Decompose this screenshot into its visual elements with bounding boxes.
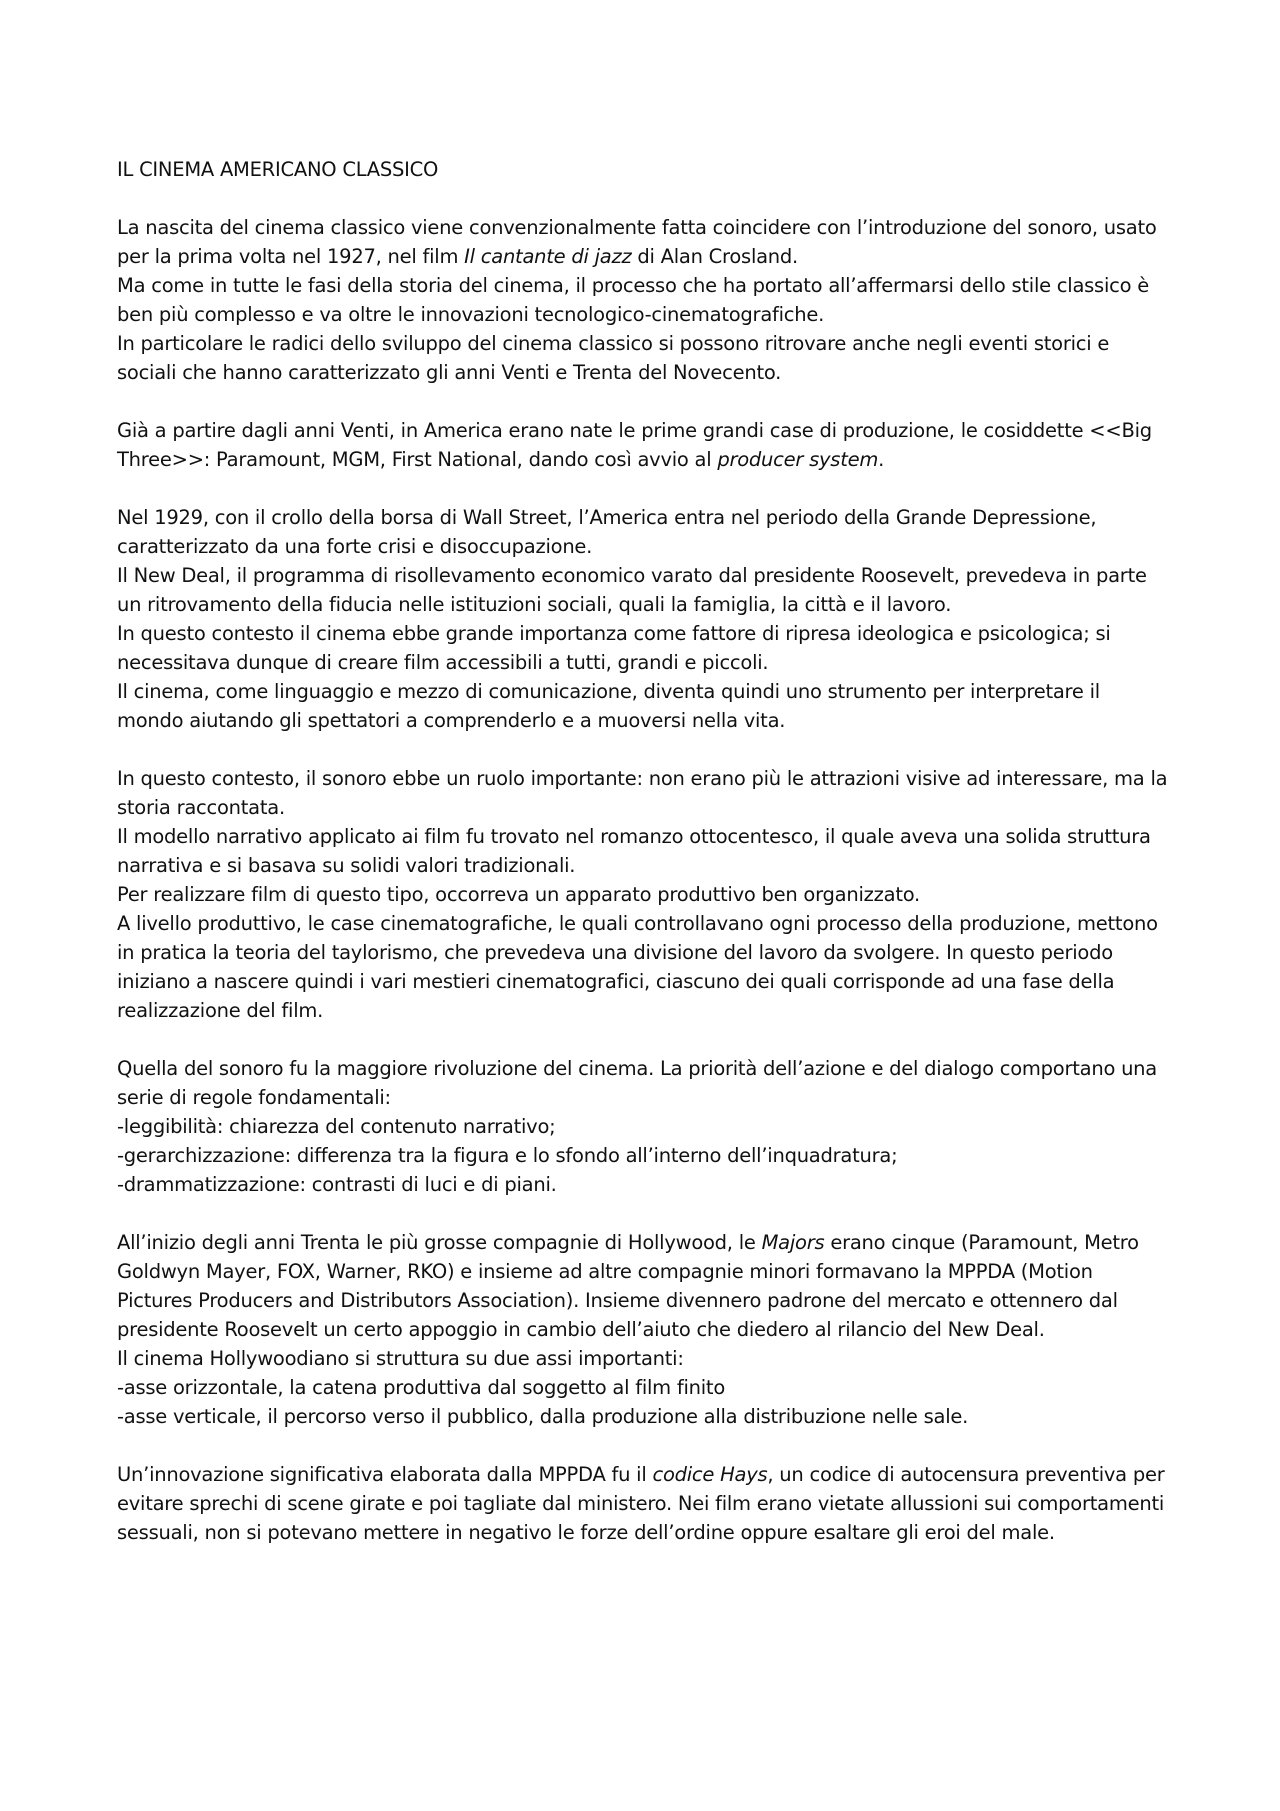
- text-run: Il cinema Hollywoodiano si struttura su due assi importanti:: [117, 1347, 684, 1370]
- text-line: [117, 213, 1172, 271]
- text-line: [117, 619, 1172, 677]
- text-run: Per realizzare film di questo tipo, occorreva un apparato produttivo ben organizzato.: [117, 883, 920, 906]
- text-run: In questo contesto, il sonoro ebbe un ruolo importante: non erano più le attrazioni visive ad interessare, ma la storia raccontata.: [117, 767, 1168, 819]
- italic-text: producer system: [717, 448, 879, 471]
- text-run: -gerarchizzazione: differenza tra la figura e lo sfondo all’interno dell’inquadratura;: [117, 1144, 898, 1167]
- italic-text: Il cantante di jazz: [464, 245, 632, 268]
- document-body: [117, 213, 1172, 1547]
- text-line: [117, 1141, 1172, 1170]
- text-run: In questo contesto il cinema ebbe grande importanza come fattore di ripresa ideologica e psicologica; si necessitava dunque di creare film accessibili a tutti, grandi e piccoli.: [117, 622, 1111, 674]
- text-line: [117, 271, 1172, 329]
- text-line: [117, 909, 1172, 1025]
- text-run: Quella del sonoro fu la maggiore rivoluzione del cinema. La priorità dell’azione e del dialogo comportano una serie di regole fondamentali:: [117, 1057, 1157, 1109]
- text-line: [117, 1228, 1172, 1344]
- text-line: [117, 677, 1172, 735]
- text-run: La nascita del cinema classico viene convenzionalmente fatta coincidere con l’introduzione del sonoro, usato per la prima volta nel 1927, nel film: [117, 216, 1157, 268]
- text-line: [117, 1344, 1172, 1373]
- text-run: -drammatizzazione: contrasti di luci e di piani.: [117, 1173, 557, 1196]
- text-line: [117, 1402, 1172, 1431]
- text-line: [117, 1112, 1172, 1141]
- text-run: Ma come in tutte le fasi della storia del cinema, il processo che ha portato all’affermarsi dello stile classico è ben più complesso e va oltre le innovazioni tecnologico-cinematografiche.: [117, 274, 1149, 326]
- text-run: -asse orizzontale, la catena produttiva dal soggetto al film finito: [117, 1376, 726, 1399]
- text-run: In particolare le radici dello sviluppo del cinema classico si possono ritrovare anche negli eventi storici e sociali che hanno caratterizzato gli anni Venti e Trenta del Novecento.: [117, 332, 1110, 384]
- paragraph: [117, 1228, 1172, 1431]
- text-run: Il cinema, come linguaggio e mezzo di comunicazione, diventa quindi uno strumento per interpretare il mondo aiutando gli spettatori a comprenderlo e a muoversi nella vita.: [117, 680, 1100, 732]
- paragraph: [117, 1054, 1172, 1199]
- text-line: [117, 764, 1172, 822]
- italic-text: Majors: [761, 1231, 825, 1254]
- text-run: .: [878, 448, 885, 471]
- text-run: Il modello narrativo applicato ai film fu trovato nel romanzo ottocentesco, il quale aveva una solida struttura narrativa e si basava su solidi valori tradizionali.: [117, 825, 1151, 877]
- text-line: [117, 1054, 1172, 1112]
- text-run: Un’innovazione significativa elaborata dalla MPPDA fu il: [117, 1463, 653, 1486]
- document-title: IL CINEMA AMERICANO CLASSICO: [117, 158, 439, 181]
- text-run: di Alan Crosland.: [631, 245, 798, 268]
- text-run: Già a partire dagli anni Venti, in America erano nate le prime grandi case di produzione, le cosiddette <<Big Three>>: Paramount, MGM, First National, dando così avvio al: [117, 419, 1152, 471]
- text-line: [117, 1373, 1172, 1402]
- text-line: [117, 1460, 1172, 1547]
- italic-text: codice Hays: [652, 1463, 768, 1486]
- document-page: [117, 155, 1172, 1576]
- text-run: , un codice di autocensura preventiva per evitare sprechi di scene girate e poi tagliate dal ministero. Nei film erano vietate allussioni sui comportamenti sessuali, non si potevano mettere in negativo le forze dell’ordine oppure esaltare gli eroi del male.: [117, 1463, 1165, 1544]
- text-run: All’inizio degli anni Trenta le più grosse compagnie di Hollywood, le: [117, 1231, 762, 1254]
- text-line: [117, 503, 1172, 561]
- text-line: [117, 561, 1172, 619]
- text-line: [117, 1170, 1172, 1199]
- text-line: [117, 880, 1172, 909]
- text-line: [117, 822, 1172, 880]
- paragraph: [117, 213, 1172, 387]
- text-run: Nel 1929, con il crollo della borsa di Wall Street, l’America entra nel periodo della Grande Depressione, caratterizzato da una forte crisi e disoccupazione.: [117, 506, 1097, 558]
- text-run: Il New Deal, il programma di risollevamento economico varato dal presidente Roosevelt, prevedeva in parte un ritrovamento della fiducia nelle istituzioni sociali, quali la famiglia, la città e il lavoro.: [117, 564, 1147, 616]
- text-line: [117, 329, 1172, 387]
- paragraph: [117, 764, 1172, 1025]
- text-run: A livello produttivo, le case cinematografiche, le quali controllavano ogni processo della produzione, mettono in pratica la teoria del taylorismo, che prevedeva una divisione del lavoro da svolgere. In questo periodo iniziano a nascere quindi i vari mestieri cinematografici, ciascuno dei quali corrisponde ad una fase della realizzazione del film.: [117, 912, 1158, 1022]
- paragraph: [117, 1460, 1172, 1547]
- paragraph: [117, 416, 1172, 474]
- text-run: -leggibilità: chiarezza del contenuto narrativo;: [117, 1115, 556, 1138]
- text-run: erano cinque (Paramount, Metro Goldwyn Mayer, FOX, Warner, RKO) e insieme ad altre compagnie minori formavano la MPPDA (Motion Pictures Producers and Distributors Association). Insieme divennero padrone del mercato e ottennero dal presidente Roosevelt un certo appoggio in cambio dell’aiuto che diedero al rilancio del New Deal.: [117, 1231, 1139, 1341]
- text-line: [117, 416, 1172, 474]
- text-run: -asse verticale, il percorso verso il pubblico, dalla produzione alla distribuzione nelle sale.: [117, 1405, 969, 1428]
- paragraph: [117, 503, 1172, 735]
